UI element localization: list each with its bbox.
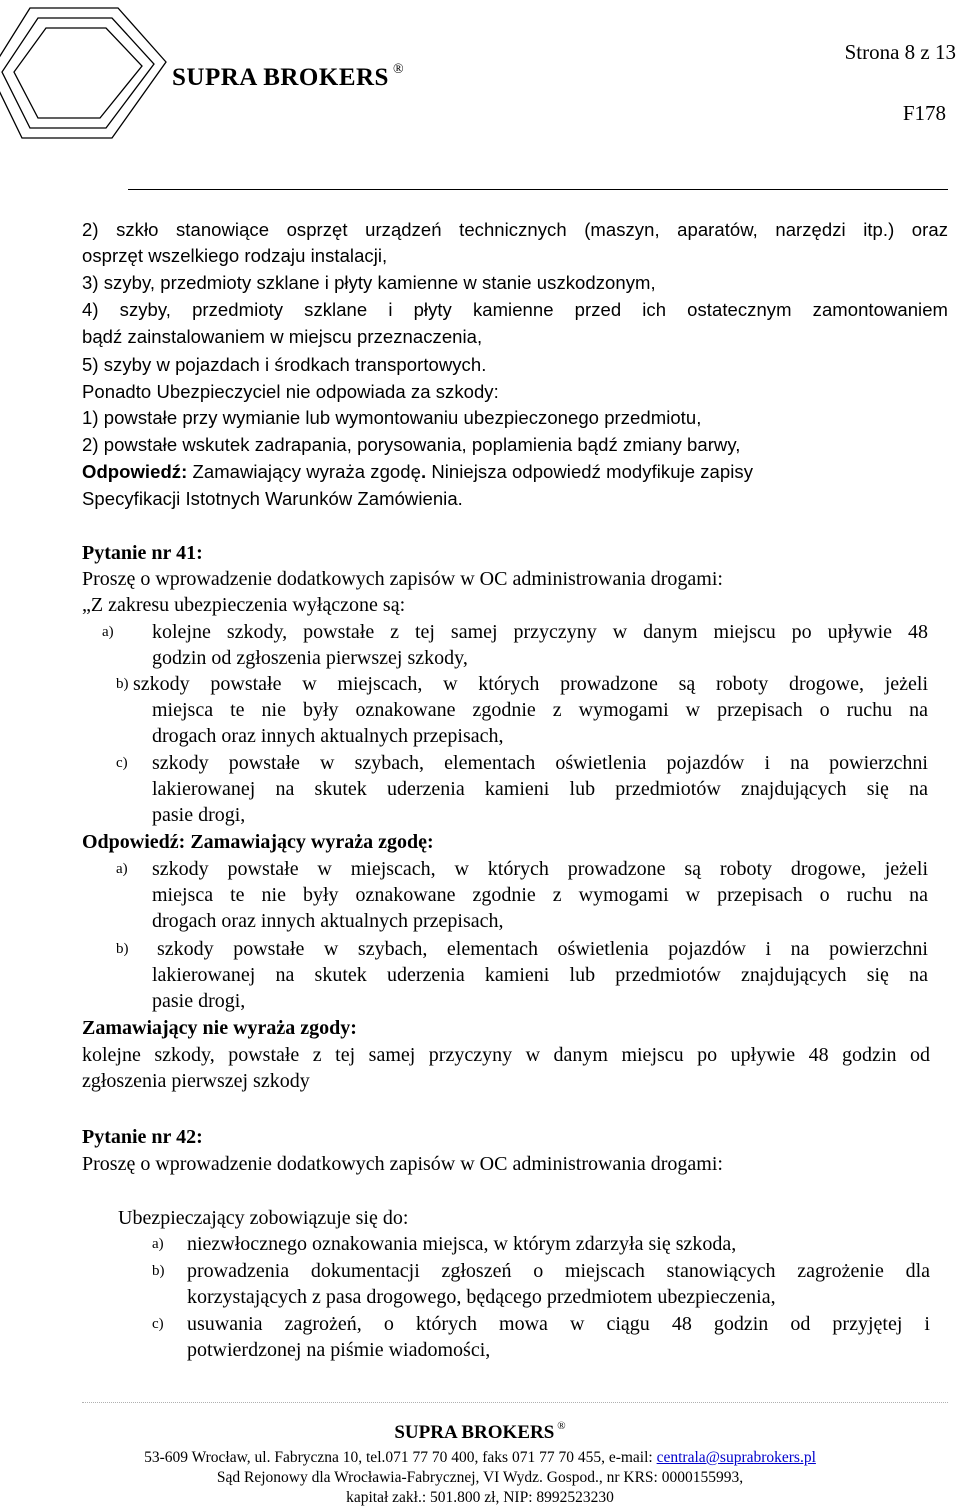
question-quote: „Z zakresu ubezpieczenia wyłączone są: xyxy=(82,594,406,616)
list-label: b) xyxy=(116,676,129,692)
text-line: bądź zainstalowaniem w miejscu przeznaczenia, xyxy=(82,326,483,347)
company-logo xyxy=(0,0,170,150)
list-item: drogach oraz innych aktualnych przepisach, xyxy=(152,910,504,932)
question-intro: Proszę o wprowadzenie dodatkowych zapisów w OC administrowania drogami: xyxy=(82,568,723,590)
list-item: usuwania zagrożeń, o których mowa w ciągu 48 godzin od przyjętej i xyxy=(187,1313,930,1335)
list-item: pasie drogi, xyxy=(152,990,246,1012)
question-title: Pytanie nr 42: xyxy=(82,1126,203,1148)
list-item: prowadzenia dokumentacji zgłoszeń o miejscach stanowiących zagrożenie dla xyxy=(187,1260,930,1282)
page-number: Strona 8 z 13 xyxy=(844,40,956,64)
footer-address: 53-609 Wrocław, ul. Fabryczna 10, tel.071 77 70 400, faks 071 77 70 455, e-mail: centrala@suprabrokers.pl xyxy=(144,1449,816,1466)
text-line: 3) szyby, przedmioty szklane i płyty kamienne w stanie uszkodzonym, xyxy=(82,272,656,293)
answer-label: Odpowiedź: xyxy=(82,461,188,482)
text-line: 5) szyby w pojazdach i środkach transportowych. xyxy=(82,354,487,375)
text-line: 1) powstałe przy wymianie lub wymontowaniu ubezpieczonego przedmiotu, xyxy=(82,407,702,428)
footer-rule xyxy=(82,1402,948,1403)
list-item: szkody powstałe w miejscach, w których prowadzone są roboty drogowe, jeżeli xyxy=(152,858,928,880)
list-item: miejsca te nie były oznakowane zgodnie z wymogami w przepisach o ruchu na xyxy=(152,699,928,721)
list-item: niezwłocznego oznakowania miejsca, w którym zdarzyła się szkoda, xyxy=(187,1233,737,1255)
question-title: Pytanie nr 41: xyxy=(82,542,203,564)
list-item: pasie drogi, xyxy=(152,804,246,826)
list-label: c) xyxy=(152,1316,164,1332)
list-label: a) xyxy=(116,861,128,877)
text-line: zgłoszenia pierwszej szkody xyxy=(82,1070,310,1092)
text-line: 2) powstałe wskutek zadrapania, porysowania, poplamienia bądź zmiany barwy, xyxy=(82,434,741,455)
list-item: kolejne szkody, powstałe z tej samej przyczyny w danym miejscu po upływie 48 xyxy=(152,621,928,643)
list-label: a) xyxy=(152,1236,164,1252)
text-line: 2) szkło stanowiące osprzęt urządzeń technicznych (maszyn, aparatów, narzędzi itp.) oraz xyxy=(82,219,948,240)
list-item: szkody powstałe w szybach, elementach oświetlenia pojazdów i na powierzchni xyxy=(152,752,928,774)
footer-court: Sąd Rejonowy dla Wrocławia-Fabrycznej, VI Wydz. Gospod., nr KRS: 0000155993, xyxy=(216,1469,744,1486)
list-item: drogach oraz innych aktualnych przepisach, xyxy=(152,725,504,747)
email-link[interactable]: centrala@suprabrokers.pl xyxy=(656,1449,816,1466)
question-intro: Proszę o wprowadzenie dodatkowych zapisów w OC administrowania drogami: xyxy=(82,1153,723,1175)
list-item: miejsca te nie były oznakowane zgodnie z wymogami w przepisach o ruchu na xyxy=(152,884,928,906)
text-line: Specyfikacji Istotnych Warunków Zamówienia. xyxy=(82,488,463,509)
list-label: b) xyxy=(152,1263,165,1279)
list-item: lakierowanej na skutek uderzenia kamieni lub przedmiotów znajdujących się na xyxy=(152,964,928,986)
text-line: osprzęt wszelkiego rodzaju instalacji, xyxy=(82,245,388,266)
header-brand: SUPRA BROKERS ® xyxy=(172,62,405,91)
list-item: szkody powstałe w miejscach, w których prowadzone są roboty drogowe, jeżeli xyxy=(133,673,928,695)
list-item: potwierdzonej na piśmie wiadomości, xyxy=(187,1339,491,1361)
list-label: b) xyxy=(116,941,129,957)
form-code: F178 xyxy=(902,101,946,125)
list-item: godzin od zgłoszenia pierwszej szkody, xyxy=(152,647,468,669)
answer-line: Odpowiedź: Zamawiający wyraża zgodę. Niniejsza odpowiedź modyfikuje zapisy xyxy=(82,461,753,482)
list-item: lakierowanej na skutek uderzenia kamieni lub przedmiotów znajdujących się na xyxy=(152,778,928,800)
list-item: korzystających z pasa drogowego, będącego przedmiotem ubezpieczenia, xyxy=(187,1286,776,1308)
list-label: a) xyxy=(102,624,114,640)
answer-title: Odpowiedź: Zamawiający wyraża zgodę: xyxy=(82,831,434,853)
text-line: 4) szyby, przedmioty szklane i płyty kamienne przed ich ostatecznym zamontowaniem xyxy=(82,299,948,320)
list-item: szkody powstałe w szybach, elementach oświetlenia pojazdów i na powierzchni xyxy=(157,938,928,960)
answer-title: Zamawiający nie wyraża zgody: xyxy=(82,1017,357,1039)
footer-capital: kapitał zakł.: 501.800 zł, NIP: 8992523230 xyxy=(346,1489,614,1506)
footer-brand: SUPRA BROKERS ® xyxy=(394,1420,566,1443)
list-label: c) xyxy=(116,755,128,771)
text-line: kolejne szkody, powstałe z tej samej przyczyny w danym miejscu po upływie 48 godzin od xyxy=(82,1044,930,1066)
header-rule xyxy=(128,189,948,190)
text-line: Ponadto Ubezpieczyciel nie odpowiada za szkody: xyxy=(82,381,499,402)
text-line: Ubezpieczający zobowiązuje się do: xyxy=(118,1207,409,1229)
